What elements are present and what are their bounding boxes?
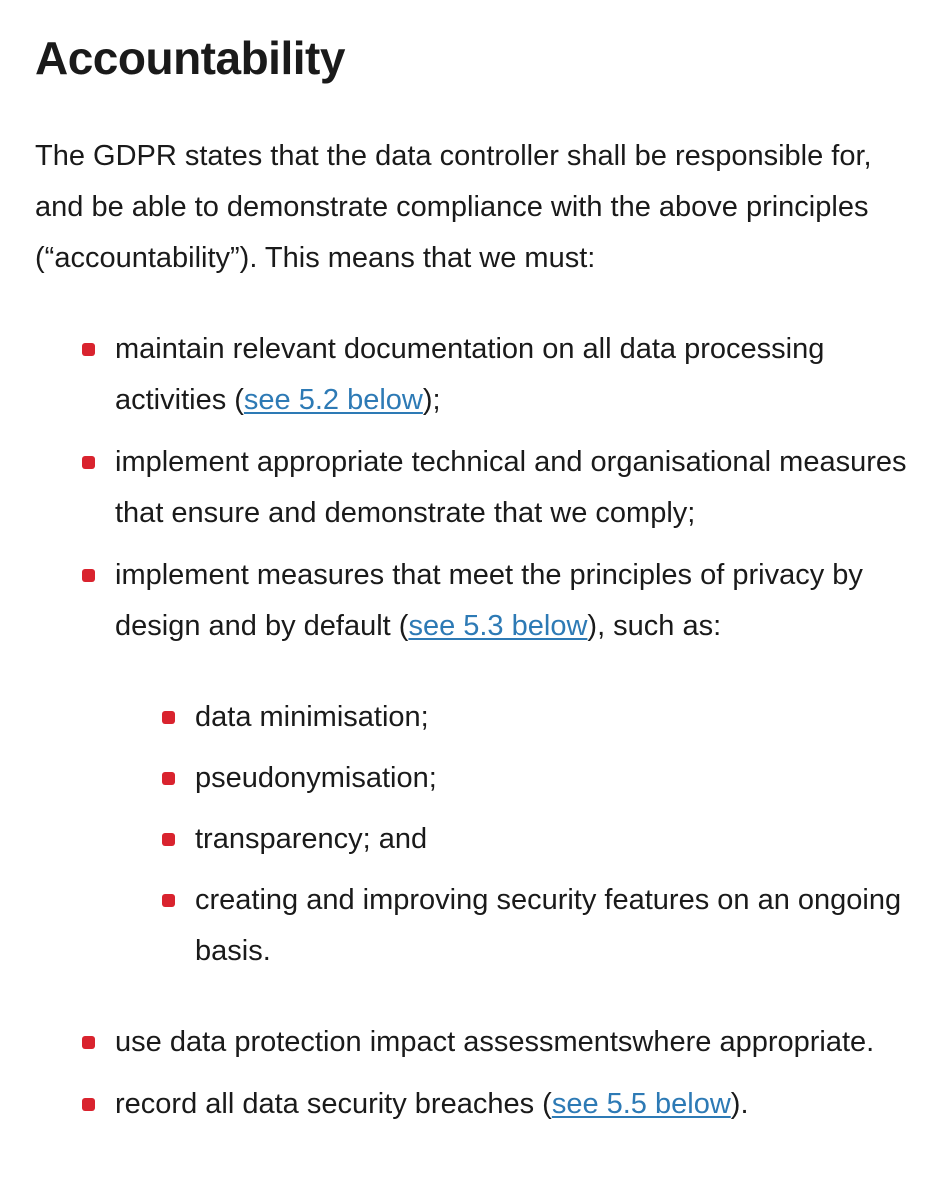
sublist-item-minimisation (115, 692, 935, 743)
list-item-text: implement measures that meet the principles of privacy by design and by default ( (115, 559, 863, 642)
sublist-item-text: creating and improving security features on an ongoing basis. (195, 884, 902, 967)
list-item-privacy-by-design (35, 550, 935, 977)
intro-paragraph: The GDPR states that the data controller shall be responsible for, and be able to demonstrate compliance with the above principles (“accountability”). This means that we must: (35, 140, 872, 274)
list-item-text: record all data security breaches ( (115, 1088, 552, 1120)
privacy-measures-sublist (115, 692, 935, 977)
list-item-text-end: ), such as: (587, 610, 722, 642)
sublist-item-text: transparency; and (195, 823, 428, 855)
section-heading: Accountability (35, 32, 345, 84)
list-item-text: use data protection impact assessmentswhere appropriate. (115, 1026, 875, 1058)
sublist-item-transparency (115, 814, 935, 865)
obligations-list (35, 324, 935, 1141)
sublist-item-text: pseudonymisation; (195, 762, 437, 794)
bullet-icon (162, 772, 175, 785)
list-item-breaches (35, 1079, 935, 1130)
list-item-dpia (35, 1017, 935, 1068)
bullet-icon (82, 456, 95, 469)
link-see-5-3[interactable]: see 5.3 below (408, 610, 588, 642)
sublist-item-security-features (115, 875, 935, 977)
sublist-item-text: data minimisation; (195, 701, 429, 733)
sublist-item-pseudonymisation (115, 753, 935, 804)
bullet-icon (162, 894, 175, 907)
list-item-documentation (35, 324, 935, 426)
bullet-icon (82, 569, 95, 582)
list-item-text: implement appropriate technical and organisational measures that ensure and demonstrate that we comply; (115, 446, 907, 529)
list-item-measures (35, 437, 935, 539)
list-item-text-end: ); (422, 384, 441, 416)
link-see-5-2[interactable]: see 5.2 below (243, 384, 423, 416)
bullet-icon (82, 343, 95, 356)
list-item-text: maintain relevant documentation on all data processing activities ( (115, 333, 825, 416)
link-see-5-5[interactable]: see 5.5 below (551, 1088, 731, 1120)
bullet-icon (162, 711, 175, 724)
bullet-icon (82, 1036, 95, 1049)
bullet-icon (82, 1098, 95, 1111)
list-item-text-end: ). (730, 1088, 749, 1120)
bullet-icon (162, 833, 175, 846)
